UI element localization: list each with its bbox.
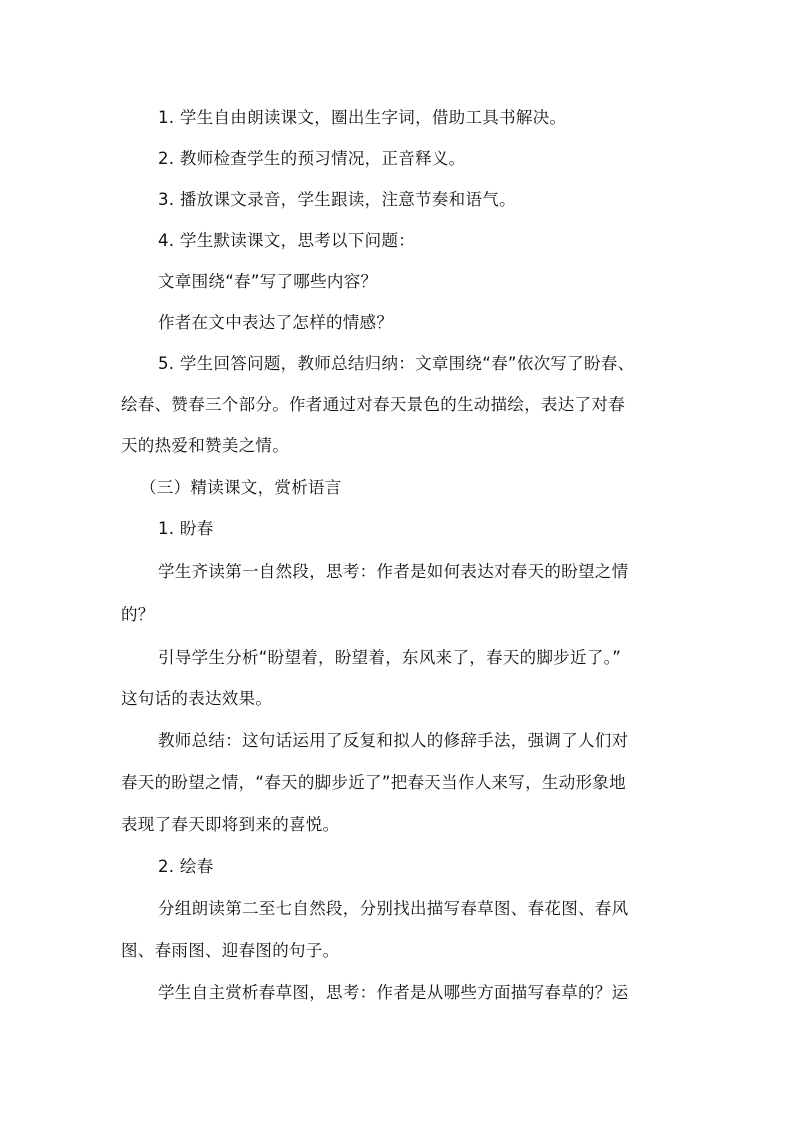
paragraph-line: 表现了春天即将到来的喜悦。 [121,815,340,834]
paragraph-line: 5. 学生回答问题，教师总结归纳：文章围绕“春”依次写了盼春、 [158,354,635,373]
paragraph-line: 学生自主赏析春草图，思考：作者是从哪些方面描写春草的？运 [158,983,629,1002]
paragraph-line: 学生齐读第一自然段，思考：作者是如何表达对春天的盼望之情 [158,562,629,581]
paragraph-line: 图、春雨图、迎春图的句子。 [121,941,340,960]
section-heading: （三）精读课文，赏析语言 [140,478,342,497]
question-line: 作者在文中表达了怎样的情感？ [158,313,394,332]
paragraph-line: 绘春、赞春三个部分。作者通过对春天景色的生动描绘，表达了对春 [121,395,625,414]
subsection-heading: 2. 绘春 [158,857,214,876]
paragraph-line: 教师总结：这句话运用了反复和拟人的修辞手法，强调了人们对 [158,731,629,750]
question-line: 文章围绕“春”写了哪些内容？ [158,272,378,291]
paragraph-line: 的？ [121,605,155,624]
paragraph-line: 天的热爱和赞美之情。 [121,436,289,455]
paragraph-line: 这句话的表达效果。 [121,689,273,708]
paragraph-line: 引导学生分析“盼望着，盼望着，东风来了，春天的脚步近了。” [158,648,622,667]
paragraph-line: 4. 学生默读课文，思考以下问题： [158,231,416,250]
paragraph-line: 3. 播放课文录音，学生跟读，注意节奏和语气。 [158,190,516,209]
paragraph-line: 春天的盼望之情，“春天的脚步近了”把春天当作人来写，生动形象地 [121,773,626,792]
paragraph-line: 分组朗读第二至七自然段，分别找出描写春草图、春花图、春风 [158,899,629,918]
subsection-heading: 1. 盼春 [158,519,214,538]
paragraph-line: 1. 学生自由朗读课文，圈出生字词，借助工具书解决。 [158,108,567,127]
paragraph-line: 2. 教师检查学生的预习情况，正音释义。 [158,149,466,168]
